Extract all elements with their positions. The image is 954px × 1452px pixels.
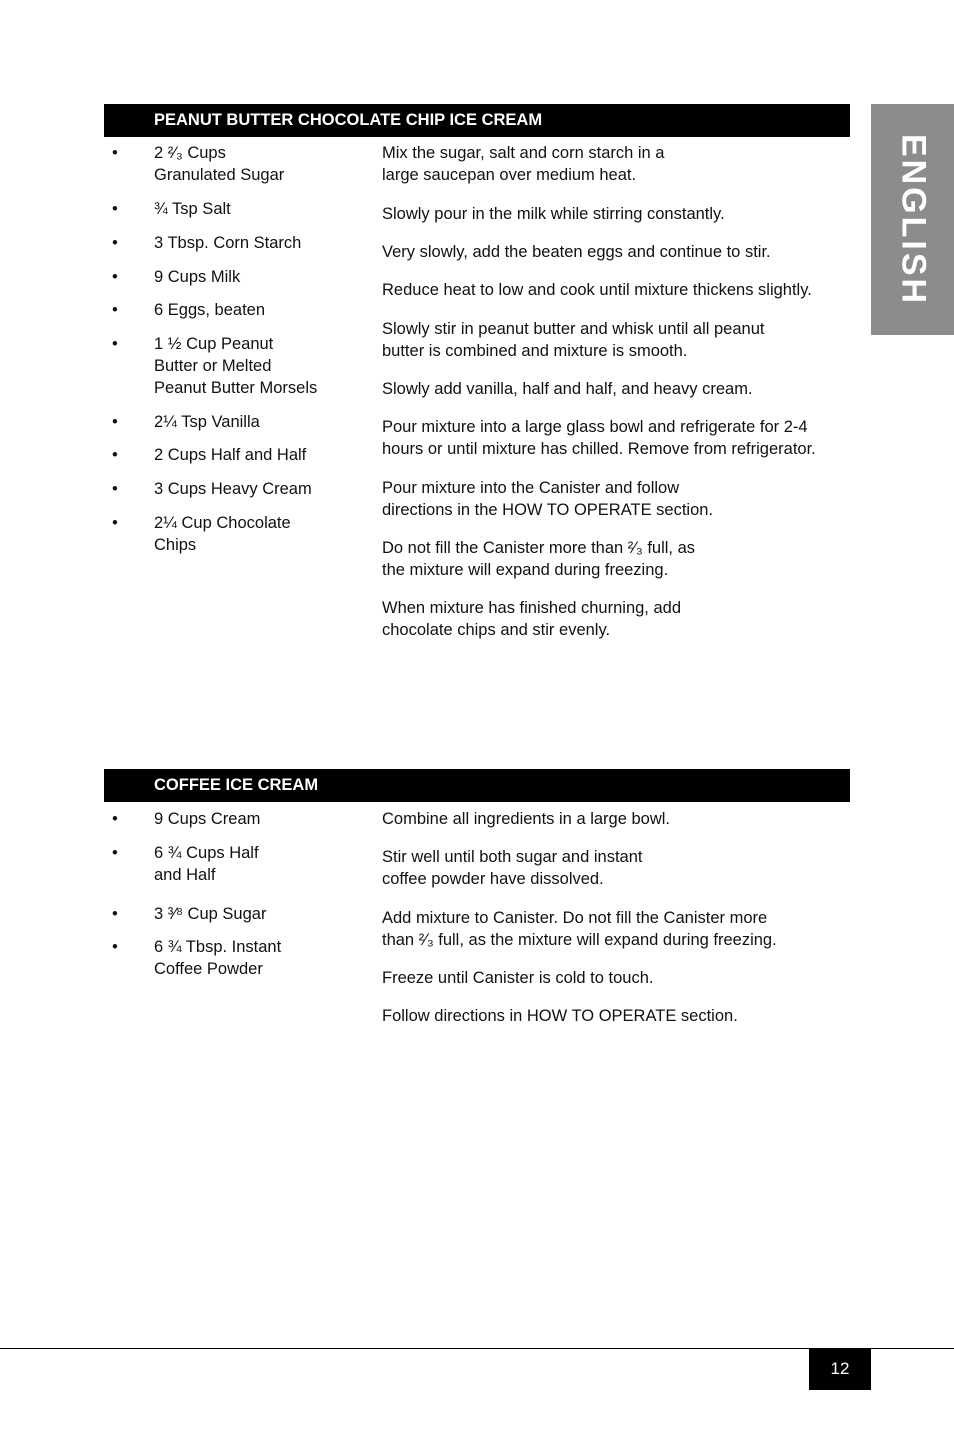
- step-text: Pour mixture into a large glass bowl and refrigerate for 2-4 hours or until mixture has chilled. Remove from refrigerator.: [382, 418, 816, 458]
- bullet: •: [112, 905, 118, 923]
- step-text: Combine all ingredients in a large bowl.: [382, 810, 670, 828]
- ingredient-text: 6 ¾ Cups Half and Half: [154, 844, 259, 884]
- step-text: Slowly add vanilla, half and half, and heavy cream.: [382, 380, 753, 398]
- ingredient-text: 6 Eggs, beaten: [154, 301, 266, 319]
- step-text: When mixture has finished churning, add chocolate chips and stir evenly.: [382, 599, 681, 639]
- step-text: Freeze until Canister is cold to touch.: [382, 969, 654, 987]
- step-text: Pour mixture into the Canister and follow directions in the HOW TO OPERATE section.: [382, 479, 714, 519]
- language-tab-label: ENGLISH: [894, 133, 932, 306]
- ingredient-text: 2 ²⁄₃ Cups Granulated Sugar: [154, 144, 285, 184]
- ingredient-text: 1 ½ Cup Peanut Butter or Melted Peanut Butter Morsels: [154, 335, 318, 397]
- page-number: 12: [809, 1348, 871, 1390]
- bullet: •: [112, 844, 118, 862]
- step-text: Reduce heat to low and cook until mixture thickens slightly.: [382, 281, 812, 299]
- language-tab: [871, 104, 954, 335]
- bullet: •: [112, 446, 118, 464]
- step-text: Very slowly, add the beaten eggs and continue to stir.: [382, 243, 771, 261]
- ingredient-text: 3 Cups Heavy Cream: [154, 480, 312, 498]
- bullet: •: [112, 480, 118, 498]
- step-text: Follow directions in HOW TO OPERATE section.: [382, 1007, 738, 1025]
- ingredient-text: 2¼ Cup Chocolate Chips: [154, 514, 291, 554]
- ingredient-text: 6 ¾ Tbsp. Instant Coffee Powder: [154, 938, 282, 978]
- step-text: Slowly pour in the milk while stirring constantly.: [382, 205, 725, 223]
- ingredient-text: 3 Tbsp. Corn Starch: [154, 234, 302, 252]
- ingredient-text: 3 ³⁄⁸ Cup Sugar: [154, 905, 267, 923]
- step-text: Mix the sugar, salt and corn starch in a large saucepan over medium heat.: [382, 144, 665, 184]
- recipe-title-bar: COFFEE ICE CREAM: [104, 769, 850, 802]
- bullet: •: [112, 268, 118, 286]
- bullet: •: [112, 413, 118, 431]
- step-text: Slowly stir in peanut butter and whisk until all peanut butter is combined and mixture is smooth.: [382, 320, 765, 360]
- bullet: •: [112, 144, 118, 162]
- step-text: Do not fill the Canister more than ²⁄₃ full, as the mixture will expand during freezing.: [382, 539, 696, 579]
- step-text: Add mixture to Canister. Do not fill the Canister more than ²⁄₃ full, as the mixture will expand during freezing.: [382, 909, 777, 949]
- ingredient-text: 2¼ Tsp Vanilla: [154, 413, 260, 431]
- bullet: •: [112, 200, 118, 218]
- bullet: •: [112, 301, 118, 319]
- bullet: •: [112, 335, 118, 353]
- bullet: •: [112, 514, 118, 532]
- ingredient-text: 9 Cups Milk: [154, 268, 241, 286]
- bullet: •: [112, 234, 118, 252]
- ingredient-text: 2 Cups Half and Half: [154, 446, 307, 464]
- recipe-title-bar: PEANUT BUTTER CHOCOLATE CHIP ICE CREAM: [104, 104, 850, 137]
- bullet: •: [112, 938, 118, 956]
- bullet: •: [112, 810, 118, 828]
- step-text: Stir well until both sugar and instant coffee powder have dissolved.: [382, 848, 643, 888]
- ingredient-text: 9 Cups Cream: [154, 810, 261, 828]
- ingredient-text: ¾ Tsp Salt: [154, 200, 231, 218]
